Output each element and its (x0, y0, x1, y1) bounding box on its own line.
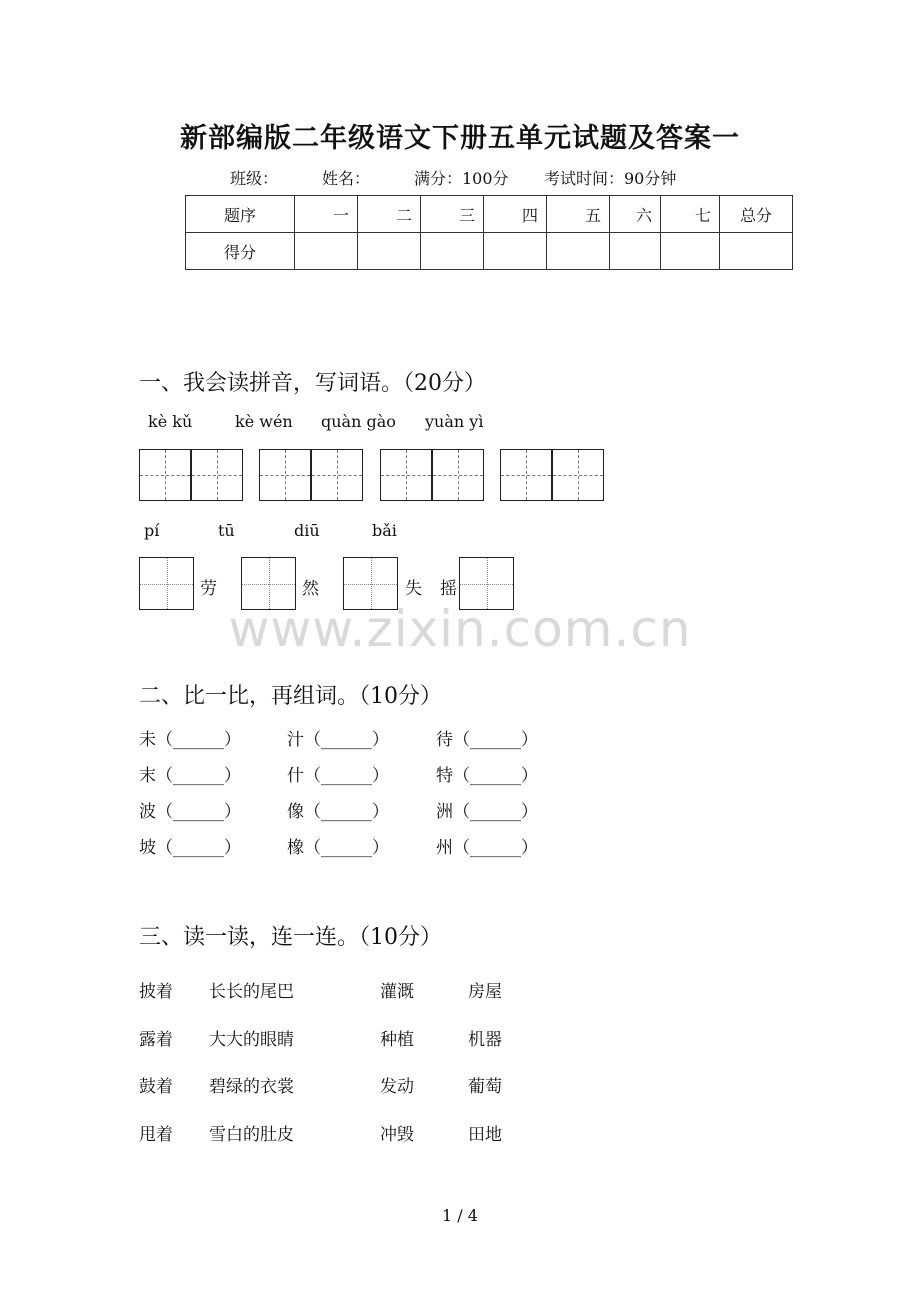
score-table (185, 195, 793, 270)
pinyin: kè wén (235, 412, 293, 431)
match-item: 鼓着 (139, 1077, 173, 1097)
match-item: 披着 (139, 982, 173, 1002)
pinyin: diū (294, 521, 320, 540)
pinyin: kè kǔ (148, 412, 193, 431)
given-char: 劳 (200, 579, 217, 599)
match-item: 葡萄 (468, 1077, 502, 1097)
watermark: www.zixin.com.cn (228, 600, 692, 658)
compare-item: 未（______） (139, 730, 241, 750)
pinyin: pí (144, 521, 160, 540)
score-table-header-row (186, 196, 793, 233)
score-cell-label: 题序 (186, 196, 295, 233)
page-title: 新部编版二年级语文下册五单元试题及答案一 (180, 123, 740, 154)
score-cell-header: 总分 (720, 196, 793, 233)
section2-heading: 二、比一比，再组词。（10分） (139, 684, 442, 709)
score-cell[interactable] (547, 233, 610, 270)
compare-item: 什（______） (287, 766, 389, 786)
match-item: 甩着 (139, 1125, 173, 1145)
writing-box[interactable] (552, 449, 604, 501)
score-table-score-row (186, 233, 793, 270)
score-cell-header: 五 (547, 196, 610, 233)
compare-item: 特（______） (436, 766, 538, 786)
pinyin: yuàn yì (425, 412, 484, 431)
writing-box[interactable] (139, 449, 191, 501)
full-score: 满分：100分 (414, 169, 509, 188)
compare-item: 汁（______） (287, 730, 389, 750)
score-cell-header: 四 (484, 196, 547, 233)
section1-heading: 一、我会读拼音，写词语。（20分） (139, 371, 486, 396)
score-cell-header: 七 (661, 196, 720, 233)
pinyin: tū (218, 521, 235, 540)
match-item: 房屋 (468, 982, 502, 1002)
score-cell-header: 三 (421, 196, 484, 233)
compare-item: 像（______） (287, 802, 389, 822)
match-item: 灌溉 (380, 982, 414, 1002)
score-cell[interactable] (720, 233, 793, 270)
score-cell[interactable] (421, 233, 484, 270)
score-cell[interactable] (295, 233, 358, 270)
match-item: 碧绿的衣裳 (209, 1077, 294, 1097)
match-item: 机器 (468, 1030, 502, 1050)
page-number: 1 / 4 (442, 1206, 478, 1225)
class-label: 班级： (230, 169, 279, 188)
score-cell-header: 六 (610, 196, 661, 233)
writing-box[interactable] (191, 449, 243, 501)
writing-box[interactable] (380, 449, 432, 501)
match-item: 发动 (380, 1077, 414, 1097)
pinyin: bǎi (372, 521, 397, 540)
compare-item: 波（______） (139, 802, 241, 822)
match-item: 大大的眼睛 (209, 1030, 294, 1050)
match-item: 种植 (380, 1030, 414, 1050)
score-cell[interactable] (610, 233, 661, 270)
compare-item: 橡（______） (287, 838, 389, 858)
score-cell[interactable] (358, 233, 421, 270)
exam-time: 考试时间：90分钟 (544, 169, 677, 188)
score-cell[interactable] (661, 233, 720, 270)
section3-heading: 三、读一读，连一连。（10分） (139, 925, 442, 950)
writing-box[interactable] (311, 449, 363, 501)
match-item: 雪白的肚皮 (209, 1125, 294, 1145)
match-item: 冲毁 (380, 1125, 414, 1145)
writing-box[interactable] (259, 449, 311, 501)
compare-item: 坡（______） (139, 838, 241, 858)
match-item: 长长的尾巴 (209, 982, 294, 1002)
match-item: 田地 (468, 1125, 502, 1145)
given-char: 失 (405, 579, 422, 599)
writing-box[interactable] (500, 449, 552, 501)
compare-item: 末（______） (139, 766, 241, 786)
given-char: 然 (302, 579, 319, 599)
compare-item: 待（______） (436, 730, 538, 750)
writing-box[interactable] (432, 449, 484, 501)
match-item: 露着 (139, 1030, 173, 1050)
compare-item: 州（______） (436, 838, 538, 858)
pinyin: quàn gào (321, 412, 396, 431)
given-char: 摇 (440, 579, 457, 599)
score-row-label: 得分 (186, 233, 295, 270)
compare-item: 洲（______） (436, 802, 538, 822)
name-label: 姓名： (322, 169, 371, 188)
score-cell-header: 二 (358, 196, 421, 233)
score-cell[interactable] (484, 233, 547, 270)
score-cell-header: 一 (295, 196, 358, 233)
